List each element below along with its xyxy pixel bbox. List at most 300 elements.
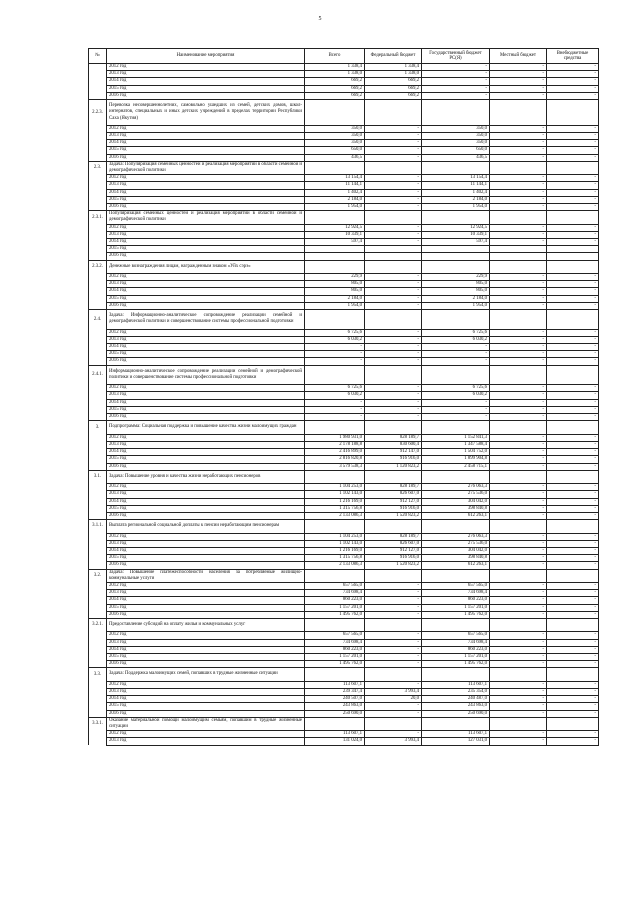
- cell-state: -: [422, 85, 490, 92]
- row-number-cell: [89, 204, 107, 211]
- cell-federal: -: [365, 597, 422, 604]
- section-title-row: [89, 211, 599, 224]
- table-row: [89, 611, 599, 618]
- cell-local: -: [490, 414, 547, 421]
- row-number-cell: [89, 224, 107, 231]
- header-name: Наименование мероприятия: [107, 49, 305, 64]
- cell-state: 398 840,8: [422, 555, 490, 562]
- cell-local: -: [490, 274, 547, 281]
- cell-total: 650,0: [305, 147, 365, 154]
- table-row: [89, 731, 599, 738]
- row-number-cell: [89, 302, 107, 309]
- section-title: Информационно-аналитическое сопровождение реализации семейной и демографической политики и совершенствование системы профессиональной подготовки: [107, 365, 305, 385]
- table-row: [89, 281, 599, 288]
- section-number: 2.2.3.: [89, 100, 107, 126]
- section-title: Выплата региональной социальной доплаты к пенсии неработающим пенсионерам: [107, 520, 305, 533]
- section-title-row: [89, 260, 599, 273]
- section-title-row: [89, 365, 599, 385]
- cell-local: [490, 253, 547, 260]
- cell-local: -: [490, 295, 547, 302]
- cell-state: -: [422, 399, 490, 406]
- empty-cell: [305, 520, 365, 533]
- empty-cell: [305, 211, 365, 224]
- cell-state: -: [422, 358, 490, 365]
- cell-total: 734 698,4: [305, 639, 365, 646]
- section-title-row: [89, 618, 599, 631]
- table-body: [89, 64, 599, 746]
- cell-state: 612 263,1: [422, 512, 490, 519]
- table-row: [89, 336, 599, 343]
- cell-year: 2012 год: [107, 533, 305, 540]
- cell-local: -: [490, 358, 547, 365]
- row-number-cell: [89, 505, 107, 512]
- cell-total: 1 104 253,0: [305, 533, 365, 540]
- cell-extra: -: [547, 681, 599, 688]
- cell-federal: -: [365, 175, 422, 182]
- cell-federal: -: [365, 189, 422, 196]
- cell-state: 127 031,0: [422, 738, 490, 745]
- cell-state: 612 263,1: [422, 562, 490, 569]
- empty-cell: [547, 569, 599, 582]
- row-number-cell: [89, 696, 107, 703]
- table-row: [89, 498, 599, 505]
- cell-local: -: [490, 175, 547, 182]
- empty-cell: [547, 421, 599, 434]
- cell-federal: 1 520 823,2: [365, 562, 422, 569]
- cell-total: 1 315 756,8: [305, 555, 365, 562]
- cell-year: 2014 год: [107, 78, 305, 85]
- cell-state: 6 030,2: [422, 336, 490, 343]
- cell-state: -: [422, 351, 490, 358]
- cell-extra: -: [547, 512, 599, 519]
- cell-year: 2012 год: [107, 582, 305, 589]
- cell-extra: -: [547, 239, 599, 246]
- cell-federal: -: [365, 147, 422, 154]
- table-row: [89, 491, 599, 498]
- cell-year: 2016 год: [107, 562, 305, 569]
- cell-extra: -: [547, 646, 599, 653]
- cell-federal: 828 189,7: [365, 484, 422, 491]
- cell-extra: -: [547, 295, 599, 302]
- row-number-cell: [89, 274, 107, 281]
- cell-state: 2 458 715,1: [422, 463, 490, 470]
- cell-federal: -: [365, 392, 422, 399]
- cell-total: -: [305, 344, 365, 351]
- cell-local: -: [490, 406, 547, 413]
- empty-cell: [422, 211, 490, 224]
- cell-extra: -: [547, 547, 599, 554]
- cell-extra: -: [547, 147, 599, 154]
- section-number: 3.3.: [89, 668, 107, 681]
- cell-federal: -: [365, 336, 422, 343]
- cell-federal: 3 993,4: [365, 738, 422, 745]
- empty-cell: [422, 717, 490, 730]
- cell-total: 1 954,0: [305, 204, 365, 211]
- cell-total: 1 954,0: [305, 302, 365, 309]
- table-row: [89, 681, 599, 688]
- cell-local: -: [490, 661, 547, 668]
- table-row: [89, 78, 599, 85]
- cell-total: 1 102 143,0: [305, 491, 365, 498]
- section-title: Денежные вознаграждения лицам, награжденным знаком «Уйх сэрэ»: [107, 260, 305, 273]
- section-number: 3.: [89, 421, 107, 434]
- cell-state: -: [422, 71, 490, 78]
- cell-federal: -: [365, 582, 422, 589]
- cell-federal: 669,2: [365, 92, 422, 99]
- section-number: 3.3.1.: [89, 717, 107, 730]
- row-number-cell: [89, 441, 107, 448]
- row-number-cell: [89, 385, 107, 392]
- cell-state: 350,0: [422, 125, 490, 132]
- header-federal: Федеральный бюджет: [365, 49, 422, 64]
- cell-state: 275 536,0: [422, 540, 490, 547]
- cell-extra: -: [547, 414, 599, 421]
- section-title-row: [89, 100, 599, 126]
- empty-cell: [547, 260, 599, 273]
- cell-extra: -: [547, 281, 599, 288]
- row-number-cell: [89, 239, 107, 246]
- cell-federal: -: [365, 703, 422, 710]
- cell-federal: -: [365, 344, 422, 351]
- row-number-cell: [89, 463, 107, 470]
- table-row: [89, 274, 599, 281]
- cell-total: 2 416 899,0: [305, 449, 365, 456]
- empty-cell: [547, 365, 599, 385]
- cell-total: 2 133 086,3: [305, 562, 365, 569]
- header-extra: Внебюджетные средства: [547, 49, 599, 64]
- cell-local: -: [490, 385, 547, 392]
- row-number-cell: [89, 498, 107, 505]
- table-row: [89, 661, 599, 668]
- cell-federal: 916 916,0: [365, 555, 422, 562]
- cell-state: 276 063,3: [422, 484, 490, 491]
- cell-year: 2013 год: [107, 392, 305, 399]
- row-number-cell: [89, 547, 107, 554]
- table-row: [89, 696, 599, 703]
- section-number: 3.2.1.: [89, 618, 107, 631]
- empty-cell: [422, 260, 490, 273]
- cell-year: 2013 год: [107, 738, 305, 745]
- section-number: 2.3.1.: [89, 211, 107, 224]
- cell-federal: -: [365, 351, 422, 358]
- cell-extra: -: [547, 140, 599, 147]
- cell-year: 2013 год: [107, 540, 305, 547]
- table-row: [89, 302, 599, 309]
- cell-year: 2014 год: [107, 140, 305, 147]
- table-row: [89, 344, 599, 351]
- cell-year: 2014 год: [107, 696, 305, 703]
- cell-federal: -: [365, 632, 422, 639]
- cell-federal: -: [365, 710, 422, 717]
- cell-state: 1 495 762,0: [422, 661, 490, 668]
- cell-total: 1 216 169,0: [305, 547, 365, 554]
- cell-year: 2015 год: [107, 505, 305, 512]
- row-number-cell: [89, 147, 107, 154]
- row-number-cell: [89, 639, 107, 646]
- row-number-cell: [89, 710, 107, 717]
- cell-year: 2012 год: [107, 632, 305, 639]
- cell-federal: 1 338,0: [365, 71, 422, 78]
- row-number-cell: [89, 281, 107, 288]
- cell-year: 2014 год: [107, 288, 305, 295]
- cell-extra: -: [547, 703, 599, 710]
- cell-total: 805,0: [305, 288, 365, 295]
- cell-extra: -: [547, 125, 599, 132]
- cell-federal: -: [365, 414, 422, 421]
- row-number-cell: [89, 582, 107, 589]
- section-number: 2.4.: [89, 310, 107, 330]
- empty-cell: [365, 717, 422, 730]
- cell-federal: -: [365, 224, 422, 231]
- table-row: [89, 399, 599, 406]
- cell-state: 1 495 762,0: [422, 611, 490, 618]
- cell-extra: -: [547, 590, 599, 597]
- cell-total: 2 184,0: [305, 295, 365, 302]
- cell-extra: -: [547, 731, 599, 738]
- cell-extra: -: [547, 175, 599, 182]
- cell-local: -: [490, 288, 547, 295]
- cell-local: -: [490, 547, 547, 554]
- cell-year: 2012 год: [107, 434, 305, 441]
- cell-local: -: [490, 604, 547, 611]
- cell-local: -: [490, 92, 547, 99]
- table-row: [89, 597, 599, 604]
- cell-total: 657 565,0: [305, 632, 365, 639]
- cell-federal: -: [365, 661, 422, 668]
- cell-total: -: [305, 351, 365, 358]
- cell-extra: -: [547, 449, 599, 456]
- row-number-cell: [89, 71, 107, 78]
- cell-state: 229,9: [422, 274, 490, 281]
- cell-extra: -: [547, 274, 599, 281]
- cell-local: -: [490, 639, 547, 646]
- cell-extra: -: [547, 329, 599, 336]
- cell-federal: 912 127,0: [365, 547, 422, 554]
- cell-federal: 1 338,4: [365, 64, 422, 71]
- cell-state: 657 565,0: [422, 582, 490, 589]
- table-row: [89, 738, 599, 745]
- empty-cell: [422, 421, 490, 434]
- cell-total: 6 030,2: [305, 392, 365, 399]
- cell-total: 240 507,0: [305, 696, 365, 703]
- cell-extra: -: [547, 358, 599, 365]
- cell-local: -: [490, 582, 547, 589]
- table-row: [89, 456, 599, 463]
- empty-cell: [490, 310, 547, 330]
- cell-federal: -: [365, 590, 422, 597]
- table-row: [89, 703, 599, 710]
- row-number-cell: [89, 175, 107, 182]
- cell-state: -: [422, 64, 490, 71]
- cell-year: 2012 год: [107, 175, 305, 182]
- row-number-cell: [89, 434, 107, 441]
- row-number-cell: [89, 246, 107, 253]
- cell-total: 1 104 253,0: [305, 484, 365, 491]
- empty-cell: [490, 668, 547, 681]
- cell-extra: -: [547, 456, 599, 463]
- cell-extra: -: [547, 351, 599, 358]
- cell-total: 3 579 538,3: [305, 463, 365, 470]
- cell-federal: -: [365, 385, 422, 392]
- cell-year: 2016 год: [107, 204, 305, 211]
- cell-federal: -: [365, 358, 422, 365]
- cell-federal: 912 127,0: [365, 498, 422, 505]
- table-row: [89, 182, 599, 189]
- row-number-cell: [89, 604, 107, 611]
- cell-year: 2016 год: [107, 154, 305, 161]
- cell-state: 1 157 201,0: [422, 653, 490, 660]
- cell-extra: -: [547, 604, 599, 611]
- cell-federal: 830 600,4: [365, 441, 422, 448]
- cell-total: 250 690,0: [305, 710, 365, 717]
- table-row: [89, 239, 599, 246]
- cell-state: 350,0: [422, 133, 490, 140]
- cell-local: -: [490, 555, 547, 562]
- row-number-cell: [89, 681, 107, 688]
- table-row: [89, 92, 599, 99]
- table-row: [89, 295, 599, 302]
- cell-state: -: [422, 414, 490, 421]
- cell-federal: -: [365, 653, 422, 660]
- cell-local: -: [490, 540, 547, 547]
- cell-state: 805,0: [422, 281, 490, 288]
- cell-local: [490, 246, 547, 253]
- empty-cell: [305, 569, 365, 582]
- cell-local: -: [490, 231, 547, 238]
- cell-state: 113 607,1: [422, 731, 490, 738]
- cell-year: 2013 год: [107, 639, 305, 646]
- cell-total: 1 402,4: [305, 189, 365, 196]
- row-number-cell: [89, 611, 107, 618]
- cell-federal: -: [365, 204, 422, 211]
- table-row: [89, 406, 599, 413]
- cell-state: -: [422, 78, 490, 85]
- empty-cell: [490, 365, 547, 385]
- row-number-cell: [89, 133, 107, 140]
- section-title: Задача: Повышение уровня и качества жизни неработающих пенсионеров: [107, 470, 305, 483]
- cell-local: -: [490, 632, 547, 639]
- cell-state: 10 339,1: [422, 231, 490, 238]
- table-row: [89, 484, 599, 491]
- cell-local: -: [490, 125, 547, 132]
- cell-state: 6 030,2: [422, 392, 490, 399]
- section-number: 3.2.: [89, 569, 107, 582]
- cell-extra: -: [547, 582, 599, 589]
- cell-total: 1 338,4: [305, 64, 365, 71]
- cell-year: 2013 год: [107, 133, 305, 140]
- cell-year: 2016 год: [107, 463, 305, 470]
- cell-local: -: [490, 463, 547, 470]
- row-number-cell: [89, 231, 107, 238]
- cell-extra: -: [547, 632, 599, 639]
- cell-year: 2012 год: [107, 681, 305, 688]
- cell-year: 2013 год: [107, 590, 305, 597]
- cell-extra: -: [547, 611, 599, 618]
- cell-state: 860 223,0: [422, 646, 490, 653]
- cell-total: 436,5: [305, 154, 365, 161]
- table-row: [89, 154, 599, 161]
- empty-cell: [365, 161, 422, 174]
- cell-state: 11 144,1: [422, 182, 490, 189]
- section-title-row: [89, 569, 599, 582]
- cell-local: -: [490, 189, 547, 196]
- cell-extra: -: [547, 738, 599, 745]
- cell-federal: -: [365, 281, 422, 288]
- cell-state: 1 504 752,0: [422, 449, 490, 456]
- cell-extra: -: [547, 491, 599, 498]
- cell-extra: -: [547, 392, 599, 399]
- cell-extra: -: [547, 555, 599, 562]
- cell-federal: 1 120 823,2: [365, 463, 422, 470]
- table-row: [89, 392, 599, 399]
- cell-extra: -: [547, 533, 599, 540]
- cell-state: 350,0: [422, 140, 490, 147]
- cell-extra: -: [547, 231, 599, 238]
- cell-total: 10 339,1: [305, 231, 365, 238]
- row-number-cell: [89, 406, 107, 413]
- cell-state: 2 184,0: [422, 196, 490, 203]
- cell-federal: -: [365, 611, 422, 618]
- cell-year: 2015 год: [107, 653, 305, 660]
- cell-extra: -: [547, 204, 599, 211]
- cell-year: 2016 год: [107, 611, 305, 618]
- row-number-cell: [89, 555, 107, 562]
- table-row: [89, 64, 599, 71]
- table-row: [89, 231, 599, 238]
- empty-cell: [547, 470, 599, 483]
- section-title-row: [89, 470, 599, 483]
- cell-local: -: [490, 611, 547, 618]
- row-number-cell: [89, 336, 107, 343]
- row-number-cell: [89, 125, 107, 132]
- cell-total: 6 030,2: [305, 336, 365, 343]
- cell-total: -: [305, 406, 365, 413]
- cell-federal: -: [365, 406, 422, 413]
- cell-state: -: [422, 92, 490, 99]
- cell-year: 2015 год: [107, 295, 305, 302]
- cell-federal: 3 993,4: [365, 688, 422, 695]
- empty-cell: [422, 520, 490, 533]
- table-row: [89, 547, 599, 554]
- page-number: 5: [318, 16, 322, 22]
- table-row: [89, 590, 599, 597]
- row-number-cell: [89, 632, 107, 639]
- cell-federal: 669,2: [365, 85, 422, 92]
- row-number-cell: [89, 358, 107, 365]
- empty-cell: [365, 569, 422, 582]
- section-title-row: [89, 717, 599, 730]
- cell-total: 1 980 931,0: [305, 434, 365, 441]
- cell-federal: 828 189,7: [365, 533, 422, 540]
- cell-year: 2014 год: [107, 646, 305, 653]
- cell-state: 398 840,8: [422, 505, 490, 512]
- cell-extra: -: [547, 498, 599, 505]
- empty-cell: [490, 470, 547, 483]
- cell-state: 2 184,0: [422, 295, 490, 302]
- table-row: [89, 555, 599, 562]
- cell-year: 2013 год: [107, 281, 305, 288]
- cell-extra: -: [547, 540, 599, 547]
- cell-year: 2013 год: [107, 231, 305, 238]
- cell-total: 11 144,1: [305, 182, 365, 189]
- cell-federal: -: [365, 196, 422, 203]
- cell-year: 2012 год: [107, 484, 305, 491]
- table-row: [89, 653, 599, 660]
- cell-local: -: [490, 491, 547, 498]
- cell-federal: [365, 246, 422, 253]
- row-number-cell: [89, 738, 107, 745]
- empty-cell: [490, 260, 547, 273]
